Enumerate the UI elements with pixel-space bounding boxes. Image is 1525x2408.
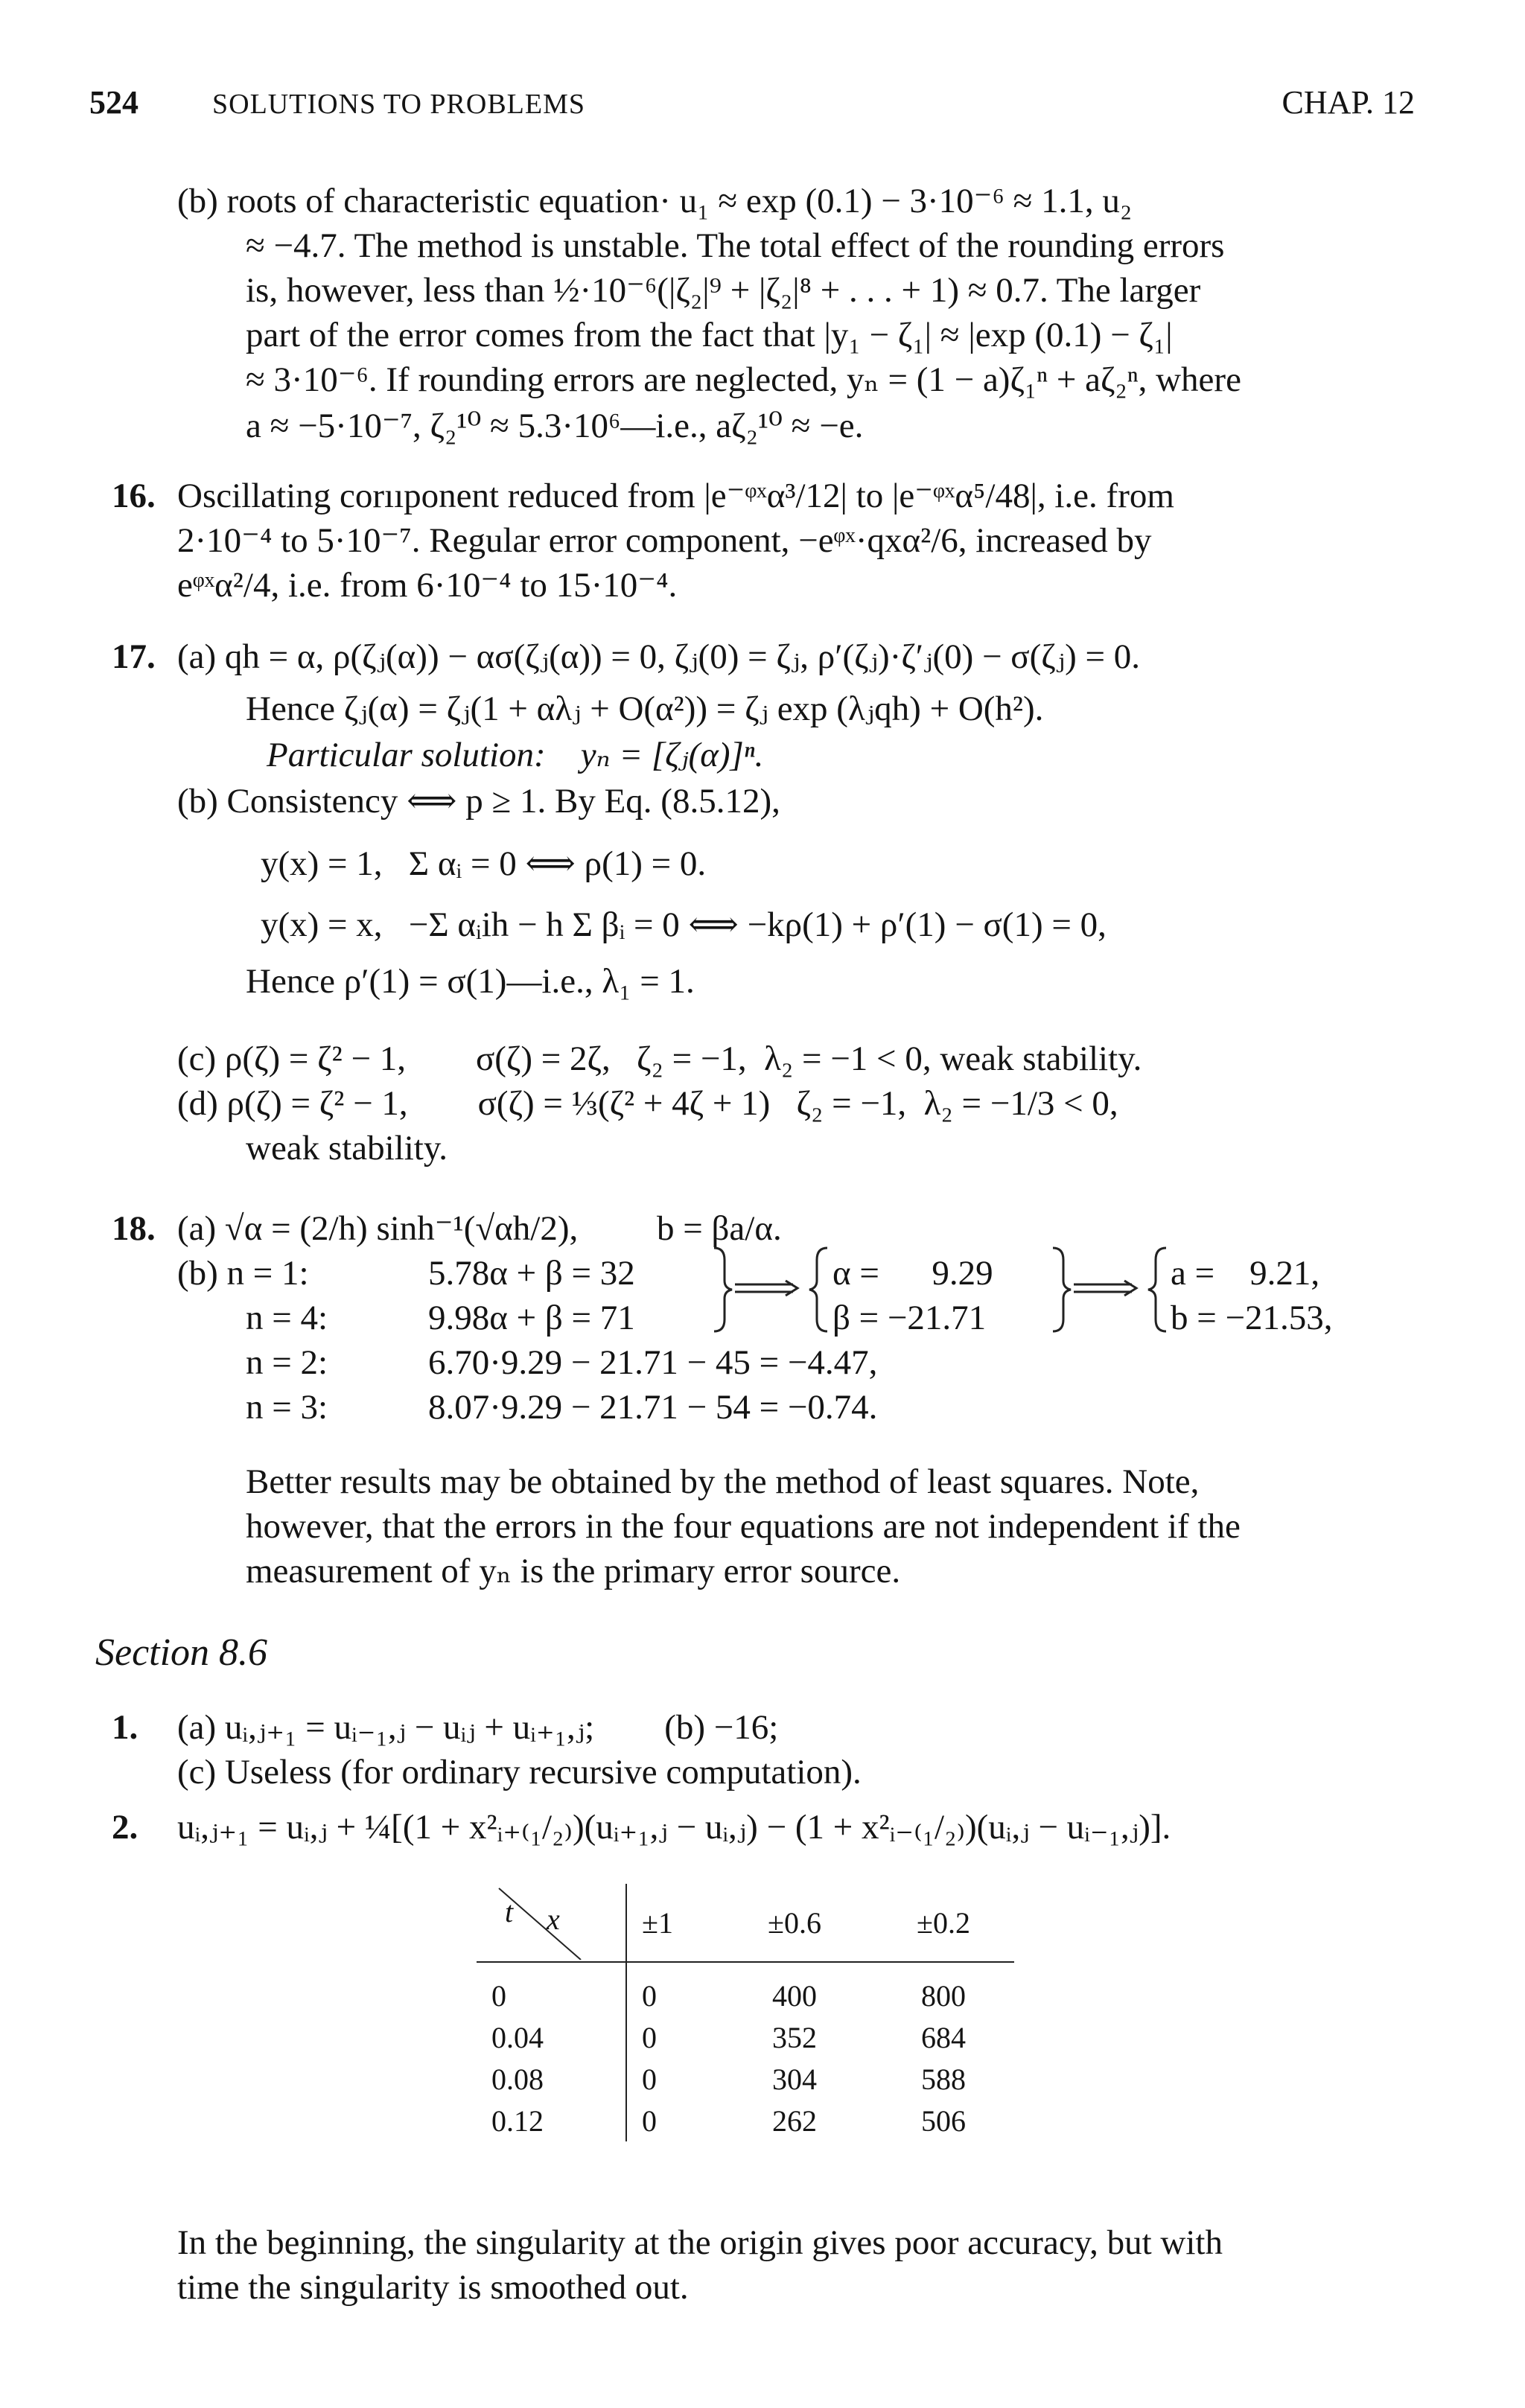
table-cell: 400	[772, 1978, 817, 2013]
table-cell: 352	[772, 2020, 817, 2054]
text-line: Oscillating corııponent reduced from |e⁻ᵠˣα³/12| to |e⁻ᵠˣα⁵/48|, i.e. from	[177, 477, 1174, 515]
table-cell: 0.04	[477, 2016, 626, 2058]
text-line: weak stability.	[246, 1129, 448, 1168]
table-row	[477, 2100, 1014, 2141]
text-line: n = 4:	[246, 1299, 328, 1337]
text-line: ≈ −4.7. The method is unstable. The total effect of the rounding errors	[246, 226, 1225, 265]
left-brace	[1147, 1245, 1169, 1338]
table-cell: 684	[921, 2020, 966, 2054]
problem-number: 1.	[112, 1708, 139, 1747]
table-cell: 0	[642, 1978, 657, 2013]
table-cell: 0.08	[477, 2058, 626, 2100]
text-line: eᵠˣα²/4, i.e. from 6·10⁻⁴ to 15·10⁻⁴.	[177, 566, 678, 605]
text-line: Better results may be obtained by the method of least squares. Note,	[246, 1462, 1200, 1501]
running-title: SOLUTIONS TO PROBLEMS	[212, 89, 586, 120]
corner-x-label: x	[547, 1902, 560, 1936]
text-line: measurement of yₙ is the primary error source.	[246, 1552, 901, 1590]
solution-a: a = 9.21,	[1171, 1254, 1320, 1293]
implies-arrow	[1072, 1279, 1139, 1301]
implies-arrow	[733, 1279, 800, 1301]
page-header	[89, 83, 1415, 128]
page-number: 524	[89, 84, 139, 121]
equation-line: 5.78α + β = 32	[428, 1254, 635, 1293]
text-line: (c) Useless (for ordinary recursive computation).	[177, 1753, 862, 1791]
table-cell: 0	[642, 2020, 657, 2054]
table-cell: 800	[921, 1978, 966, 2013]
table-header-row	[477, 1884, 1014, 1962]
text-line: Hence ζⱼ(α) = ζⱼ(1 + αλⱼ + O(α²)) = ζⱼ exp (λⱼqh) + O(h²).	[246, 689, 1044, 728]
text-line: is, however, less than ½·10⁻⁶(|ζ₂|⁹ + |ζ₂|⁸ + . . . + 1) ≈ 0.7. The larger	[246, 271, 1201, 310]
table-cell: 0	[642, 2103, 657, 2138]
text-line: (b) Consistency ⟺ p ≥ 1. By Eq. (8.5.12),	[177, 782, 780, 821]
right-brace	[711, 1245, 733, 1338]
problem-number: 2.	[112, 1808, 139, 1847]
table-row	[477, 2016, 1014, 2058]
table-cell: 262	[772, 2103, 817, 2138]
column-header: ±0.6	[716, 1884, 873, 1962]
text-line: 2·10⁻⁴ to 5·10⁻⁷. Regular error component, −eᵠˣ·qxα²/6, increased by	[177, 521, 1152, 560]
equation-line: 8.07·9.29 − 21.71 − 54 = −0.74.	[428, 1388, 878, 1427]
table-cell: 506	[921, 2103, 966, 2138]
equation-line: 9.98α + β = 71	[428, 1299, 635, 1337]
text-line: (a) uᵢ,ⱼ₊₁ = uᵢ₋₁,ⱼ − uᵢⱼ + uᵢ₊₁,ⱼ; (b) −16;	[177, 1708, 779, 1747]
column-header: ±1	[626, 1884, 716, 1962]
results-table	[477, 1884, 1014, 2141]
problem-number: 17.	[112, 637, 156, 676]
text-line: (a) qh = α, ρ(ζⱼ(α)) − ασ(ζⱼ(α)) = 0, ζⱼ(0) = ζⱼ, ρ′(ζⱼ)·ζ′ⱼ(0) − σ(ζⱼ) = 0.	[177, 637, 1141, 676]
table-cell: 0	[642, 2062, 657, 2096]
solution-alpha: α = 9.29	[832, 1254, 993, 1293]
equation-line: uᵢ,ⱼ₊₁ = uᵢ,ⱼ + ¼[(1 + x²ᵢ₊₍₁/₂₎)(uᵢ₊₁,ⱼ − uᵢ,ⱼ) − (1 + x²ᵢ₋₍₁/₂₎)(uᵢ,ⱼ − uᵢ₋₁,ⱼ)].	[177, 1808, 1171, 1847]
text-line: ≈ 3·10⁻⁶. If rounding errors are neglected, yₙ = (1 − a)ζ₁ⁿ + aζ₂ⁿ, where	[246, 360, 1241, 399]
table-cell: 0.12	[477, 2100, 626, 2141]
text-line: Hence ρ′(1) = σ(1)—i.e., λ₁ = 1.	[246, 962, 695, 1001]
equation-line: 6.70·9.29 − 21.71 − 45 = −4.47,	[428, 1343, 878, 1382]
equation-line: y(x) = x, −Σ αᵢih − h Σ βᵢ = 0 ⟺ −kρ(1) + ρ′(1) − σ(1) = 0,	[261, 905, 1107, 944]
table-cell: 588	[921, 2062, 966, 2096]
text-line: a ≈ −5·10⁻⁷, ζ₂¹⁰ ≈ 5.3·10⁶—i.e., aζ₂¹⁰ ≈ −e.	[246, 407, 864, 445]
text-line: (a) √α = (2/h) sinh⁻¹(√αh/2), b = βa/α.	[177, 1209, 782, 1248]
solution-beta: β = −21.71	[832, 1299, 987, 1337]
column-header: ±0.2	[873, 1884, 1014, 1962]
right-brace	[1050, 1245, 1072, 1338]
text-line: In the beginning, the singularity at the origin gives poor accuracy, but with	[177, 2223, 1223, 2262]
text-line: n = 2:	[246, 1343, 328, 1382]
left-brace	[808, 1245, 830, 1338]
table-cell: 304	[772, 2062, 817, 2096]
solution-b: b = −21.53,	[1171, 1299, 1333, 1337]
problem-number: 18.	[112, 1209, 156, 1248]
text-line: part of the error comes from the fact that |y₁ − ζ₁| ≈ |exp (0.1) − ζ₁|	[246, 316, 1173, 354]
text-line: (c) ρ(ζ) = ζ² − 1, σ(ζ) = 2ζ, ζ₂ = −1, λ₂ = −1 < 0, weak stability.	[177, 1039, 1142, 1078]
section-heading: Section 8.6	[95, 1631, 268, 1674]
text-line: however, that the errors in the four equations are not independent if the	[246, 1507, 1241, 1546]
problem-number: 16.	[112, 477, 156, 515]
text-line: Particular solution: yₙ = [ζⱼ(α)]ⁿ.	[267, 736, 764, 774]
text-line: n = 3:	[246, 1388, 328, 1427]
text-line: (d) ρ(ζ) = ζ² − 1, σ(ζ) = ⅓(ζ² + 4ζ + 1) ζ₂ = −1, λ₂ = −1/3 < 0,	[177, 1084, 1118, 1123]
table-row	[477, 2058, 1014, 2100]
table-row	[477, 1962, 1014, 2016]
equation-line: y(x) = 1, Σ αᵢ = 0 ⟺ ρ(1) = 0.	[261, 844, 707, 883]
corner-cell	[477, 1884, 626, 1962]
table-cell: 0	[477, 1962, 626, 2016]
text-line: (b) n = 1:	[177, 1254, 309, 1293]
text-line: (b) roots of characteristic equation· u₁ ≈ exp (0.1) − 3·10⁻⁶ ≈ 1.1, u₂	[177, 182, 1133, 220]
chapter-label: CHAP. 12	[1282, 84, 1415, 121]
corner-t-label: t	[505, 1895, 514, 1928]
text-line: time the singularity is smoothed out.	[177, 2268, 689, 2307]
